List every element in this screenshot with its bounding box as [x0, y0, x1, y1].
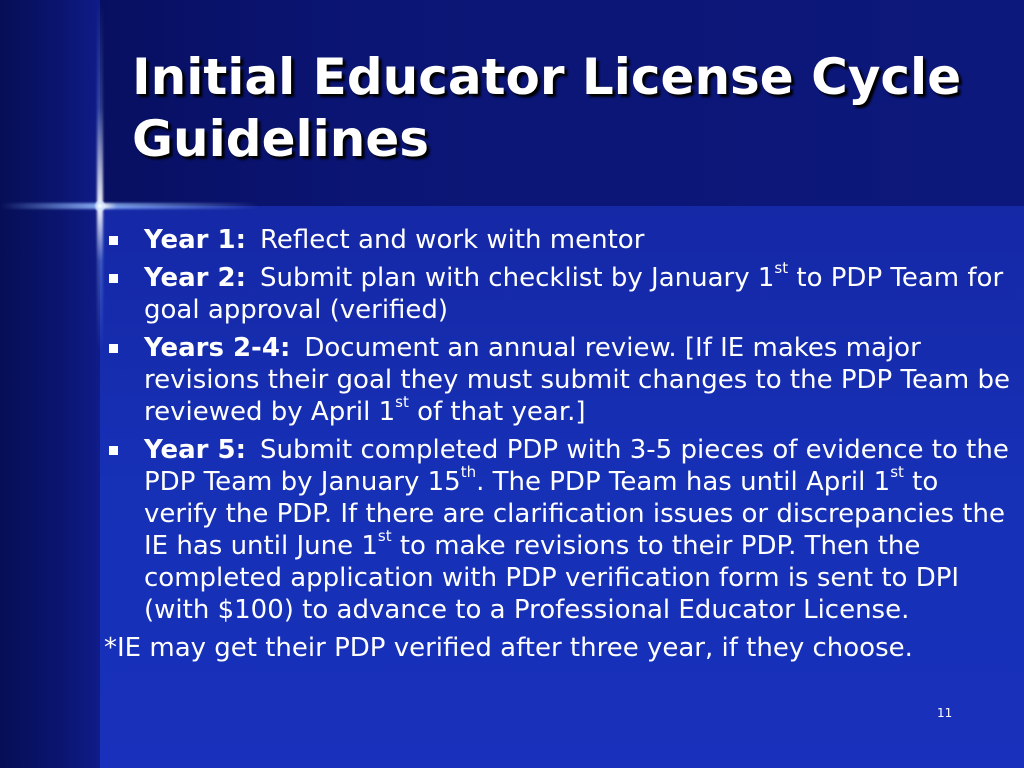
ordinal-suffix: th: [460, 463, 477, 482]
crosshair-horizontal-glow: [0, 203, 260, 209]
item-label: Year 5:: [144, 435, 246, 465]
list-item: [104, 224, 1019, 256]
ordinal-suffix: st: [395, 393, 409, 412]
item-label: Years 2-4:: [144, 333, 291, 363]
square-bullet-icon: [109, 274, 118, 283]
square-bullet-icon: [109, 446, 118, 455]
item-text: Submit completed PDP with 3-5 pieces of evidence to the PDP Team by January 15: [144, 435, 1009, 497]
item-label: Year 1:: [144, 225, 246, 255]
slide-title: Initial Educator License Cycle Guidelines: [132, 48, 962, 168]
ordinal-suffix: st: [890, 463, 904, 482]
footnote: *IE may get their PDP verified after three year, if they choose.: [104, 633, 913, 663]
ordinal-suffix: st: [377, 527, 392, 546]
list-item: [104, 332, 1019, 428]
item-text: Submit plan with checklist by January 1: [259, 263, 775, 293]
square-bullet-icon: [109, 344, 118, 353]
item-text: to verify the PDP. If there are clarification issues or discrepancies the IE has until June 1: [144, 467, 1005, 561]
page-number: 11: [937, 706, 953, 720]
item-text: Document an annual review. [If IE makes major revisions their goal they must submit changes to the PDP Team be reviewed by April 1: [144, 333, 1010, 427]
item-text: to make revisions to their PDP. Then the completed application with PDP verification form is sent to DPI (with $100) to advance to a Professional Educator License.: [144, 531, 960, 625]
item-label: Year 2:: [144, 263, 246, 293]
crosshair-vertical-glow: [97, 0, 103, 768]
guidelines-list: [104, 224, 1019, 664]
list-item: [104, 434, 1019, 626]
item-text: to PDP Team for goal approval (verified): [144, 263, 1004, 325]
list-item: [104, 259, 1019, 326]
ordinal-suffix: st: [774, 259, 789, 278]
bullet-items: [104, 224, 1019, 626]
crosshair-center-glow: [94, 200, 106, 212]
square-bullet-icon: [109, 236, 118, 245]
item-text: Reflect and work with mentor: [259, 225, 645, 255]
item-text: . The PDP Team has until April 1: [476, 467, 891, 497]
left-band: [0, 0, 100, 768]
item-text: of that year.]: [408, 397, 586, 427]
